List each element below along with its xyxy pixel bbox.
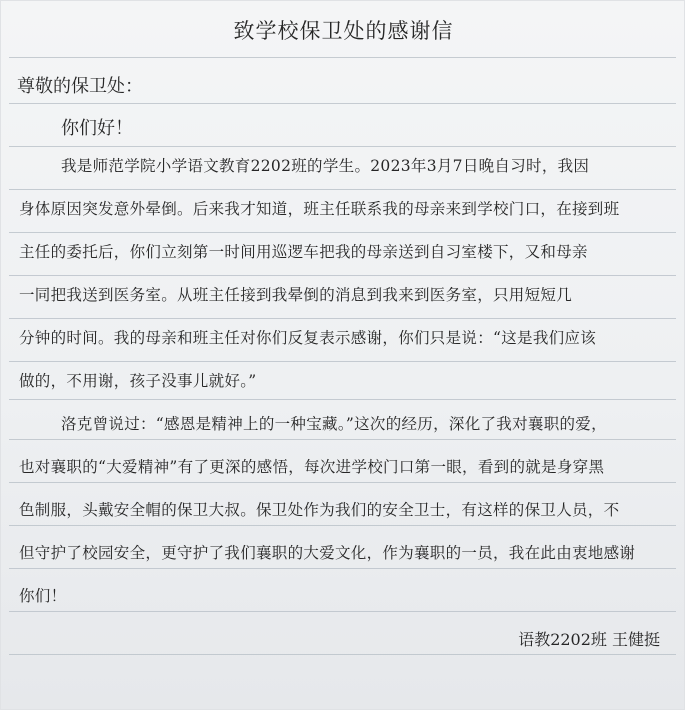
ruled-line [9,439,676,440]
ruled-line [9,103,676,104]
paragraph-2-line: 你们！ [19,587,67,605]
paragraph-1-line: 分钟的时间。我的母亲和班主任对你们反复表示感谢，你们只是说：“这是我们应该 [19,329,597,347]
ruled-line [9,525,676,526]
ruled-line [9,654,676,655]
ruled-line [9,146,676,147]
ruled-line [9,482,676,483]
ruled-line [9,232,676,233]
paragraph-1-line: 主任的委托后，你们立刻第一时间用巡逻车把我的母亲送到自习室楼下，又和母亲 [19,243,588,261]
paragraph-2-line: 洛克曾说过：“感恩是精神上的一种宝藏。”这次的经历，深化了我对襄职的爱， [61,415,607,433]
paragraph-2-line: 色制服，头戴安全帽的保卫大叔。保卫处作为我们的安全卫士，有这样的保卫人员，不 [19,501,620,519]
salutation: 尊敬的保卫处： [17,76,143,97]
paragraph-1-line: 身体原因突发意外晕倒。后来我才知道，班主任联系我的母亲来到学校门口，在接到班 [19,200,620,218]
paragraph-1-line: 做的，不用谢，孩子没事儿就好。” [19,372,257,390]
ruled-line [9,399,676,400]
paragraph-2-line: 也对襄职的“大爱精神”有了更深的感悟，每次进学校门口第一眼，看到的就是身穿黑 [19,458,605,476]
signature: 语教2202班 王健挺 [518,630,660,649]
ruled-line [9,568,676,569]
ruled-line [9,275,676,276]
ruled-line [9,318,676,319]
ruled-line [9,189,676,190]
ruled-line [9,361,676,362]
ruled-line [9,57,676,58]
paragraph-1-line: 我是师范学院小学语文教育2202班的学生。2023年3月7日晚自习时，我因 [61,157,590,175]
paragraph-2-line: 但守护了校园安全，更守护了我们襄职的大爱文化，作为襄职的一员，我在此由衷地感谢 [19,544,636,562]
greeting: 你们好！ [61,118,133,139]
ruled-line [9,611,676,612]
paragraph-1-line: 一同把我送到医务室。从班主任接到我晕倒的消息到我来到医务室，只用短短几 [19,286,573,304]
letter-title: 致学校保卫处的感谢信 [233,19,454,43]
